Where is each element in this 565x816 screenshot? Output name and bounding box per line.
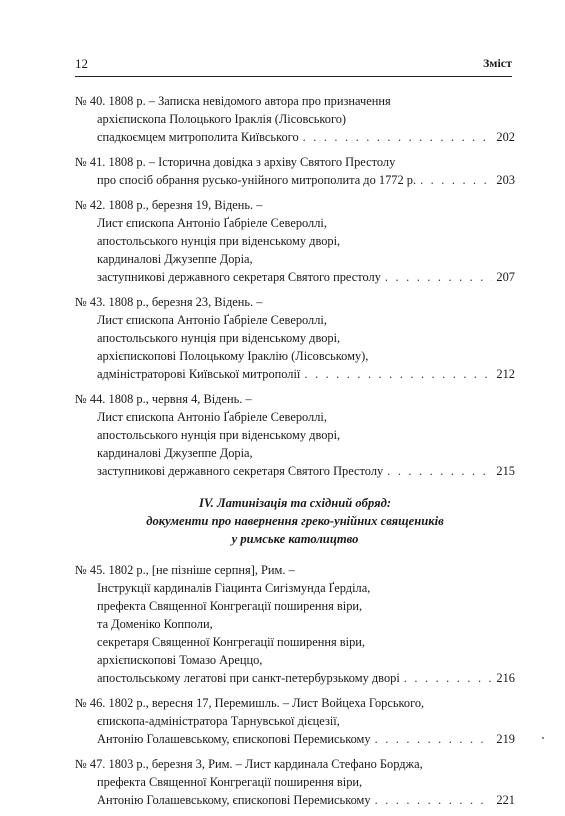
toc-entry-line [75,712,515,730]
toc-entries-after [75,561,515,809]
toc-entry-text: № 40. 1808 р. – Записка невідомого автора про призначення [75,94,391,108]
toc-page-number: 216 [496,671,515,685]
toc-entry-line [75,633,515,651]
page-number: 12 [75,56,88,71]
toc-entry-text: кардиналові Джузеппе Доріа, [97,252,253,266]
toc-entry-line [75,444,515,462]
toc-entry-line [75,311,515,329]
toc-entry-line [75,153,515,171]
toc-entry-line [75,579,515,597]
toc-entry-text: префекта Священної Конгрегації поширення віри, [97,599,363,613]
toc-entry-line [75,791,515,809]
toc-entries-before [75,92,515,480]
dot-leader [375,730,493,748]
toc-entry-line [75,268,515,286]
section-title [75,494,515,548]
toc-entry-line [75,597,515,615]
toc-page-number: 221 [496,793,515,807]
toc-entry-line [75,329,515,347]
toc-entry-line [75,390,515,408]
dot-leader [385,268,493,286]
toc-entry-text: архієпископові Томазо Ареццо, [97,653,263,667]
toc-entry-line [75,426,515,444]
toc-entry-text: єпископа-адміністратора Тарнувської дієцезії, [97,714,340,728]
toc-entry-text: спадкоємцем митрополита Київського [97,130,299,144]
dot-leader [375,791,493,809]
table-of-contents [75,92,515,816]
toc-entry-line [75,92,515,110]
toc-entry-text: префекта Священної Конгрегації поширення віри, [97,775,363,789]
toc-entry [75,755,515,809]
toc-entry-line [75,730,515,748]
toc-entry-line [75,694,515,712]
toc-entry [75,153,515,189]
section-title-line: IV. Латинізація та східний обряд: [198,496,392,510]
toc-entry-line [75,214,515,232]
toc-page-number: 202 [496,130,515,144]
toc-page-number: 207 [496,270,515,284]
toc-entry-text: апостольського нунція при віденському дворі, [97,234,341,248]
toc-entry-line [75,128,515,146]
section-title-line: у римське католицтво [231,532,359,546]
toc-page-number: 212 [496,367,515,381]
section-title-line: документи про навернення греко-унійних священиків [146,514,444,528]
dot-leader [303,128,493,146]
toc-entry-text: № 42. 1808 р., березня 19, Відень. – [75,198,263,212]
toc-entry-line [75,347,515,365]
toc-entry [75,561,515,687]
toc-entry-line [75,293,515,311]
toc-entry-text: кардиналові Джузеппе Доріа, [97,446,253,460]
toc-page-number: 215 [496,464,515,478]
toc-entry-text: апостольського нунція при віденському дворі, [97,428,341,442]
toc-entry-line [75,196,515,214]
toc-entry-text: Лист єпископа Антоніо Ґабріеле Североллі, [97,216,327,230]
toc-entry-text: апостольському легатові при санкт-петербурзькому дворі [97,671,400,685]
toc-entry-line [75,171,515,189]
toc-entry-text: № 44. 1808 р., червня 4, Відень. – [75,392,252,406]
toc-entry-text: № 45. 1802 р., [не пізніше серпня], Рим. – [75,563,295,577]
toc-entry-text: секретаря Священної Конгрегації поширення віри, [97,635,366,649]
toc-entry-text: архієпископові Полоцькому Іраклію (Лісовському), [97,349,369,363]
toc-entry-text: Лист єпископа Антоніо Ґабріеле Североллі, [97,410,327,424]
dot-leader [387,462,492,480]
toc-entry-line [75,669,515,687]
toc-entry-text: Інструкції кардиналів Гіацинта Сигізмунда Ґерділа, [97,581,371,595]
toc-entry-line [75,232,515,250]
toc-entry-line [75,110,515,128]
toc-entry-line [75,755,515,773]
dot-leader [404,669,493,687]
running-title: Зміст [482,56,512,70]
toc-entry-text: заступникові державного секретаря Святого Престолу [97,464,384,478]
toc-page-number: 203 [496,173,515,187]
dot-leader [420,171,492,189]
toc-entry [75,694,515,748]
toc-entry-line [75,462,515,480]
toc-entry-text: адміністраторові Київської митрополії [97,367,301,381]
toc-entry-text: Антонію Голашевському, єпископові Перемиському [97,793,371,807]
toc-entry-line [75,773,515,791]
scan-speck [542,737,544,739]
dot-leader [304,365,492,383]
toc-entry-line [75,250,515,268]
toc-entry [75,293,515,383]
toc-page-number: 219 [496,732,515,746]
toc-entry-line [75,561,515,579]
toc-entry-line [75,365,515,383]
toc-entry-line [75,615,515,633]
toc-entry-text: та Доменіко Копполи, [97,617,213,631]
toc-entry-text: апостольського нунція при віденському дворі, [97,331,341,345]
toc-entry-text: № 46. 1802 р., вересня 17, Перемишль. – Лист Войцеха Горського, [75,696,425,710]
toc-entry-text: заступникові державного секретаря Святого престолу [97,270,381,284]
toc-entry-text: № 47. 1803 р., березня 3, Рим. – Лист кардинала Стефано Борджа, [75,757,423,771]
toc-entry [75,196,515,286]
running-header [75,52,512,77]
toc-entry [75,390,515,480]
toc-entry-text: № 43. 1808 р., березня 23, Відень. – [75,295,263,309]
toc-entry-line [75,408,515,426]
toc-entry [75,92,515,146]
toc-entry-text: № 41. 1808 р. – Історична довідка з архіву Святого Престолу [75,155,396,169]
toc-entry-line [75,651,515,669]
toc-entry-text: Лист єпископа Антоніо Ґабріеле Североллі, [97,313,327,327]
toc-entry-text: Антонію Голашевському, єпископові Перемиському [97,732,371,746]
toc-entry-text: архієпископа Полоцького Іраклія (Лісовського) [97,112,347,126]
toc-entry-text: про спосіб обрання русько-унійного митрополита до 1772 р. [97,173,417,187]
